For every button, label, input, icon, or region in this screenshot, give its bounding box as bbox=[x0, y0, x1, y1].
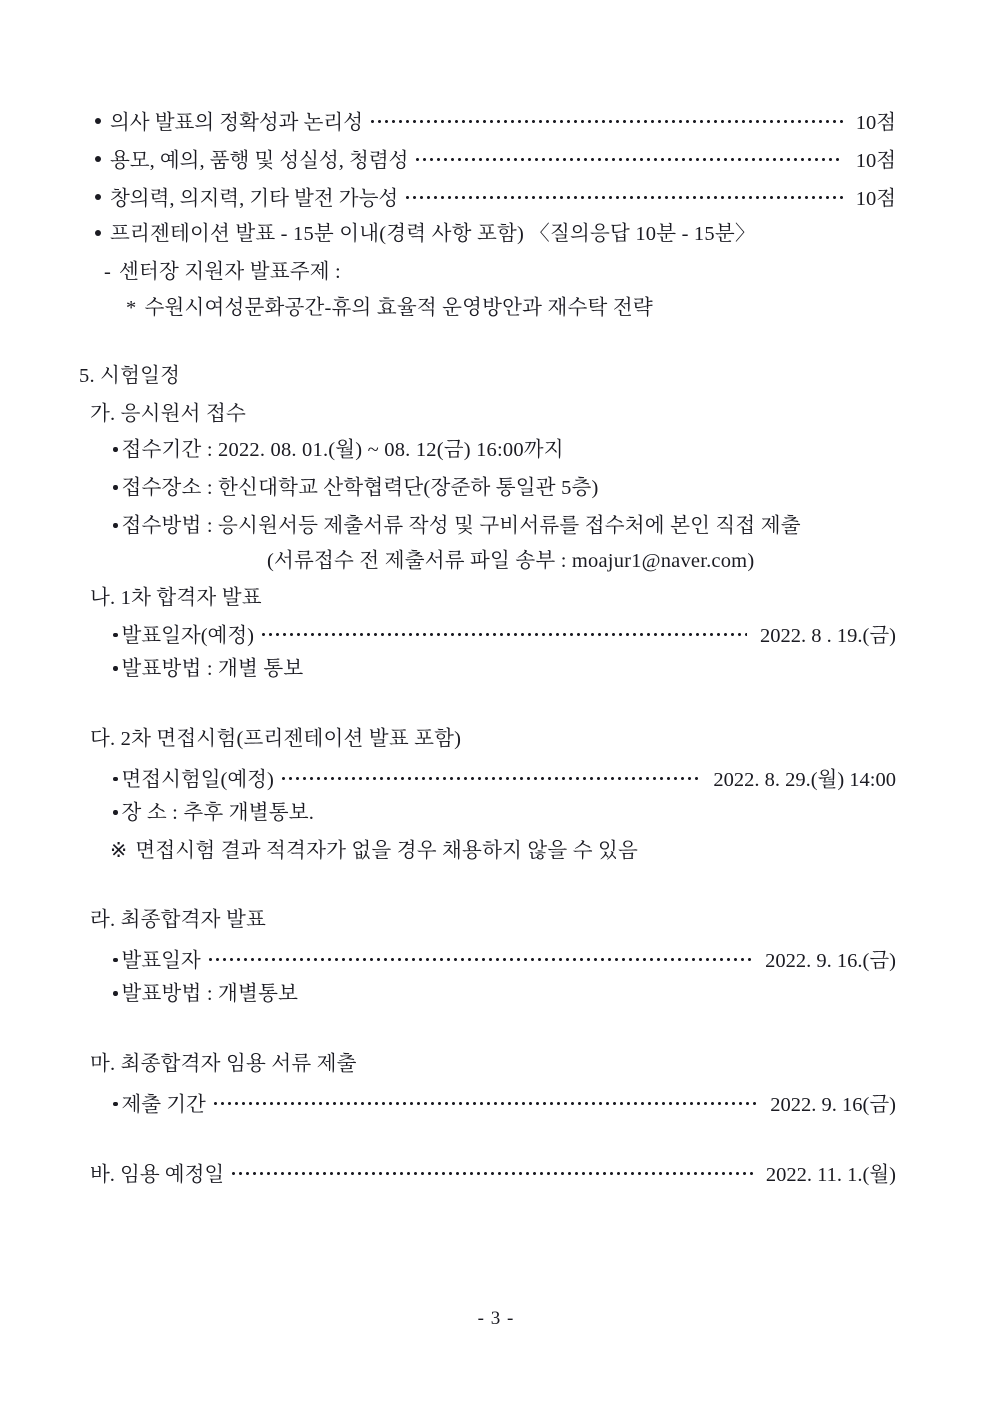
bullet-icon bbox=[95, 194, 101, 200]
na-item-label-text: 발표일자(예정) bbox=[121, 624, 254, 647]
ma-item-submission-period bbox=[113, 1090, 896, 1115]
bullet-icon bbox=[113, 666, 118, 671]
subsection-ba-heading: 바. 임용 예정일 bbox=[90, 1163, 225, 1186]
criteria-score: 10점 bbox=[855, 149, 896, 172]
criteria-label bbox=[95, 151, 408, 172]
criteria-score: 10점 bbox=[855, 187, 896, 210]
presentation-subject-item-text: 수원시여성문화공간-휴의 효율적 운영방안과 재수탁 전략 bbox=[144, 297, 653, 319]
bullet-icon bbox=[113, 447, 118, 452]
criteria-row bbox=[95, 108, 896, 133]
ma-item-value: 2022. 9. 16(금) bbox=[770, 1093, 896, 1116]
ra-item-announcement-date bbox=[113, 946, 896, 971]
na-item-label bbox=[113, 626, 254, 647]
presentation-subject-heading-text: 센터장 지원자 발표주제 : bbox=[119, 261, 341, 283]
ba-item-value: 2022. 11. 1.(월) bbox=[765, 1163, 896, 1186]
na-item-announcement-date bbox=[113, 621, 896, 646]
na-item-value: 2022. 8 . 19.(금) bbox=[760, 624, 896, 647]
bullet-icon bbox=[95, 118, 101, 124]
criteria-label bbox=[95, 189, 398, 210]
ra-item-label bbox=[113, 951, 201, 972]
dash-icon: - bbox=[104, 261, 112, 283]
bullet-icon bbox=[113, 523, 118, 528]
subsection-na-heading: 나. 1차 합격자 발표 bbox=[90, 587, 262, 609]
dot-leader bbox=[371, 108, 843, 129]
bullet-icon bbox=[113, 633, 118, 638]
reference-mark-icon: ※ bbox=[110, 840, 128, 862]
ga-item-application-place bbox=[113, 478, 599, 499]
bullet-icon bbox=[95, 156, 101, 162]
ma-item-label-text: 제출 기간 bbox=[121, 1093, 206, 1116]
subsection-ra-heading: 라. 최종합격자 발표 bbox=[90, 909, 266, 931]
criteria-text: 용모, 예의, 품행 및 성실성, 청렴성 bbox=[110, 149, 409, 172]
ga-item-application-period bbox=[113, 440, 564, 461]
dot-leader bbox=[406, 184, 842, 205]
bullet-icon bbox=[113, 991, 118, 996]
dot-leader bbox=[262, 621, 747, 642]
criteria-text: 창의력, 의지력, 기타 발전 가능성 bbox=[110, 187, 399, 210]
da-item-label-text: 면접시험일(예정) bbox=[121, 768, 274, 791]
ra-item-value: 2022. 9. 16.(금) bbox=[765, 949, 896, 972]
da-note bbox=[110, 841, 638, 862]
ga-item-application-email-note: (서류접수 전 제출서류 파일 송부 : moajur1@naver.com) bbox=[267, 550, 755, 572]
da-item-value: 2022. 8. 29.(월) 14:00 bbox=[713, 768, 896, 791]
asterisk-icon: * bbox=[126, 297, 137, 319]
ga-item-application-period-text: 접수기간 : 2022. 08. 01.(월) ~ 08. 12(금) 16:00까지 bbox=[121, 439, 564, 461]
bullet-icon bbox=[113, 777, 118, 782]
subsection-ma-heading: 마. 최종합격자 임용 서류 제출 bbox=[90, 1053, 357, 1075]
na-item-announcement-method-text: 발표방법 : 개별 통보 bbox=[121, 658, 304, 680]
da-item-location-text: 장 소 : 추후 개별통보. bbox=[121, 802, 315, 824]
presentation-subject-heading bbox=[104, 262, 341, 283]
presentation-subject-item bbox=[126, 298, 653, 319]
ga-item-application-place-text: 접수장소 : 한신대학교 산학협력단(장준하 통일관 5층) bbox=[121, 477, 599, 499]
dot-leader bbox=[416, 146, 842, 167]
criteria-row bbox=[95, 146, 896, 171]
subsection-ga-heading: 가. 응시원서 접수 bbox=[90, 403, 246, 425]
criteria-label bbox=[95, 113, 363, 134]
da-item-location bbox=[113, 803, 314, 824]
da-item-interview-date bbox=[113, 765, 896, 790]
ra-item-label-text: 발표일자 bbox=[121, 949, 201, 972]
bullet-icon bbox=[95, 230, 101, 236]
subsection-da-heading: 다. 2차 면접시험(프리젠테이션 발표 포함) bbox=[90, 728, 462, 750]
ra-item-announcement-method-text: 발표방법 : 개별통보 bbox=[121, 983, 299, 1005]
subsection-ba-row bbox=[90, 1160, 896, 1185]
criteria-score: 10점 bbox=[855, 111, 896, 134]
ra-item-announcement-method bbox=[113, 984, 298, 1005]
dot-leader bbox=[209, 946, 752, 967]
criteria-text: 의사 발표의 정확성과 논리성 bbox=[110, 111, 364, 134]
dot-leader bbox=[214, 1090, 757, 1111]
presentation-rule-text: 프리젠테이션 발표 - 15분 이내(경력 사항 포함) 〈질의응답 10분 - 15분〉 bbox=[110, 223, 756, 245]
presentation-rule-row bbox=[95, 224, 756, 245]
ga-item-application-method-text: 접수방법 : 응시원서등 제출서류 작성 및 구비서류를 접수처에 본인 직접 제출 bbox=[121, 515, 801, 537]
section-5-heading: 5. 시험일정 bbox=[79, 365, 181, 387]
bullet-icon bbox=[113, 1102, 118, 1107]
da-item-label bbox=[113, 770, 274, 791]
dot-leader bbox=[232, 1160, 753, 1181]
na-item-announcement-method bbox=[113, 659, 303, 680]
da-note-text: 면접시험 결과 적격자가 없을 경우 채용하지 않을 수 있음 bbox=[135, 840, 639, 862]
page-number: - 3 - bbox=[477, 1308, 515, 1329]
bullet-icon bbox=[113, 485, 118, 490]
dot-leader bbox=[282, 765, 701, 786]
bullet-icon bbox=[113, 958, 118, 963]
ga-item-application-method bbox=[113, 516, 801, 537]
bullet-icon bbox=[113, 810, 118, 815]
criteria-row bbox=[95, 184, 896, 209]
ma-item-label bbox=[113, 1095, 206, 1116]
